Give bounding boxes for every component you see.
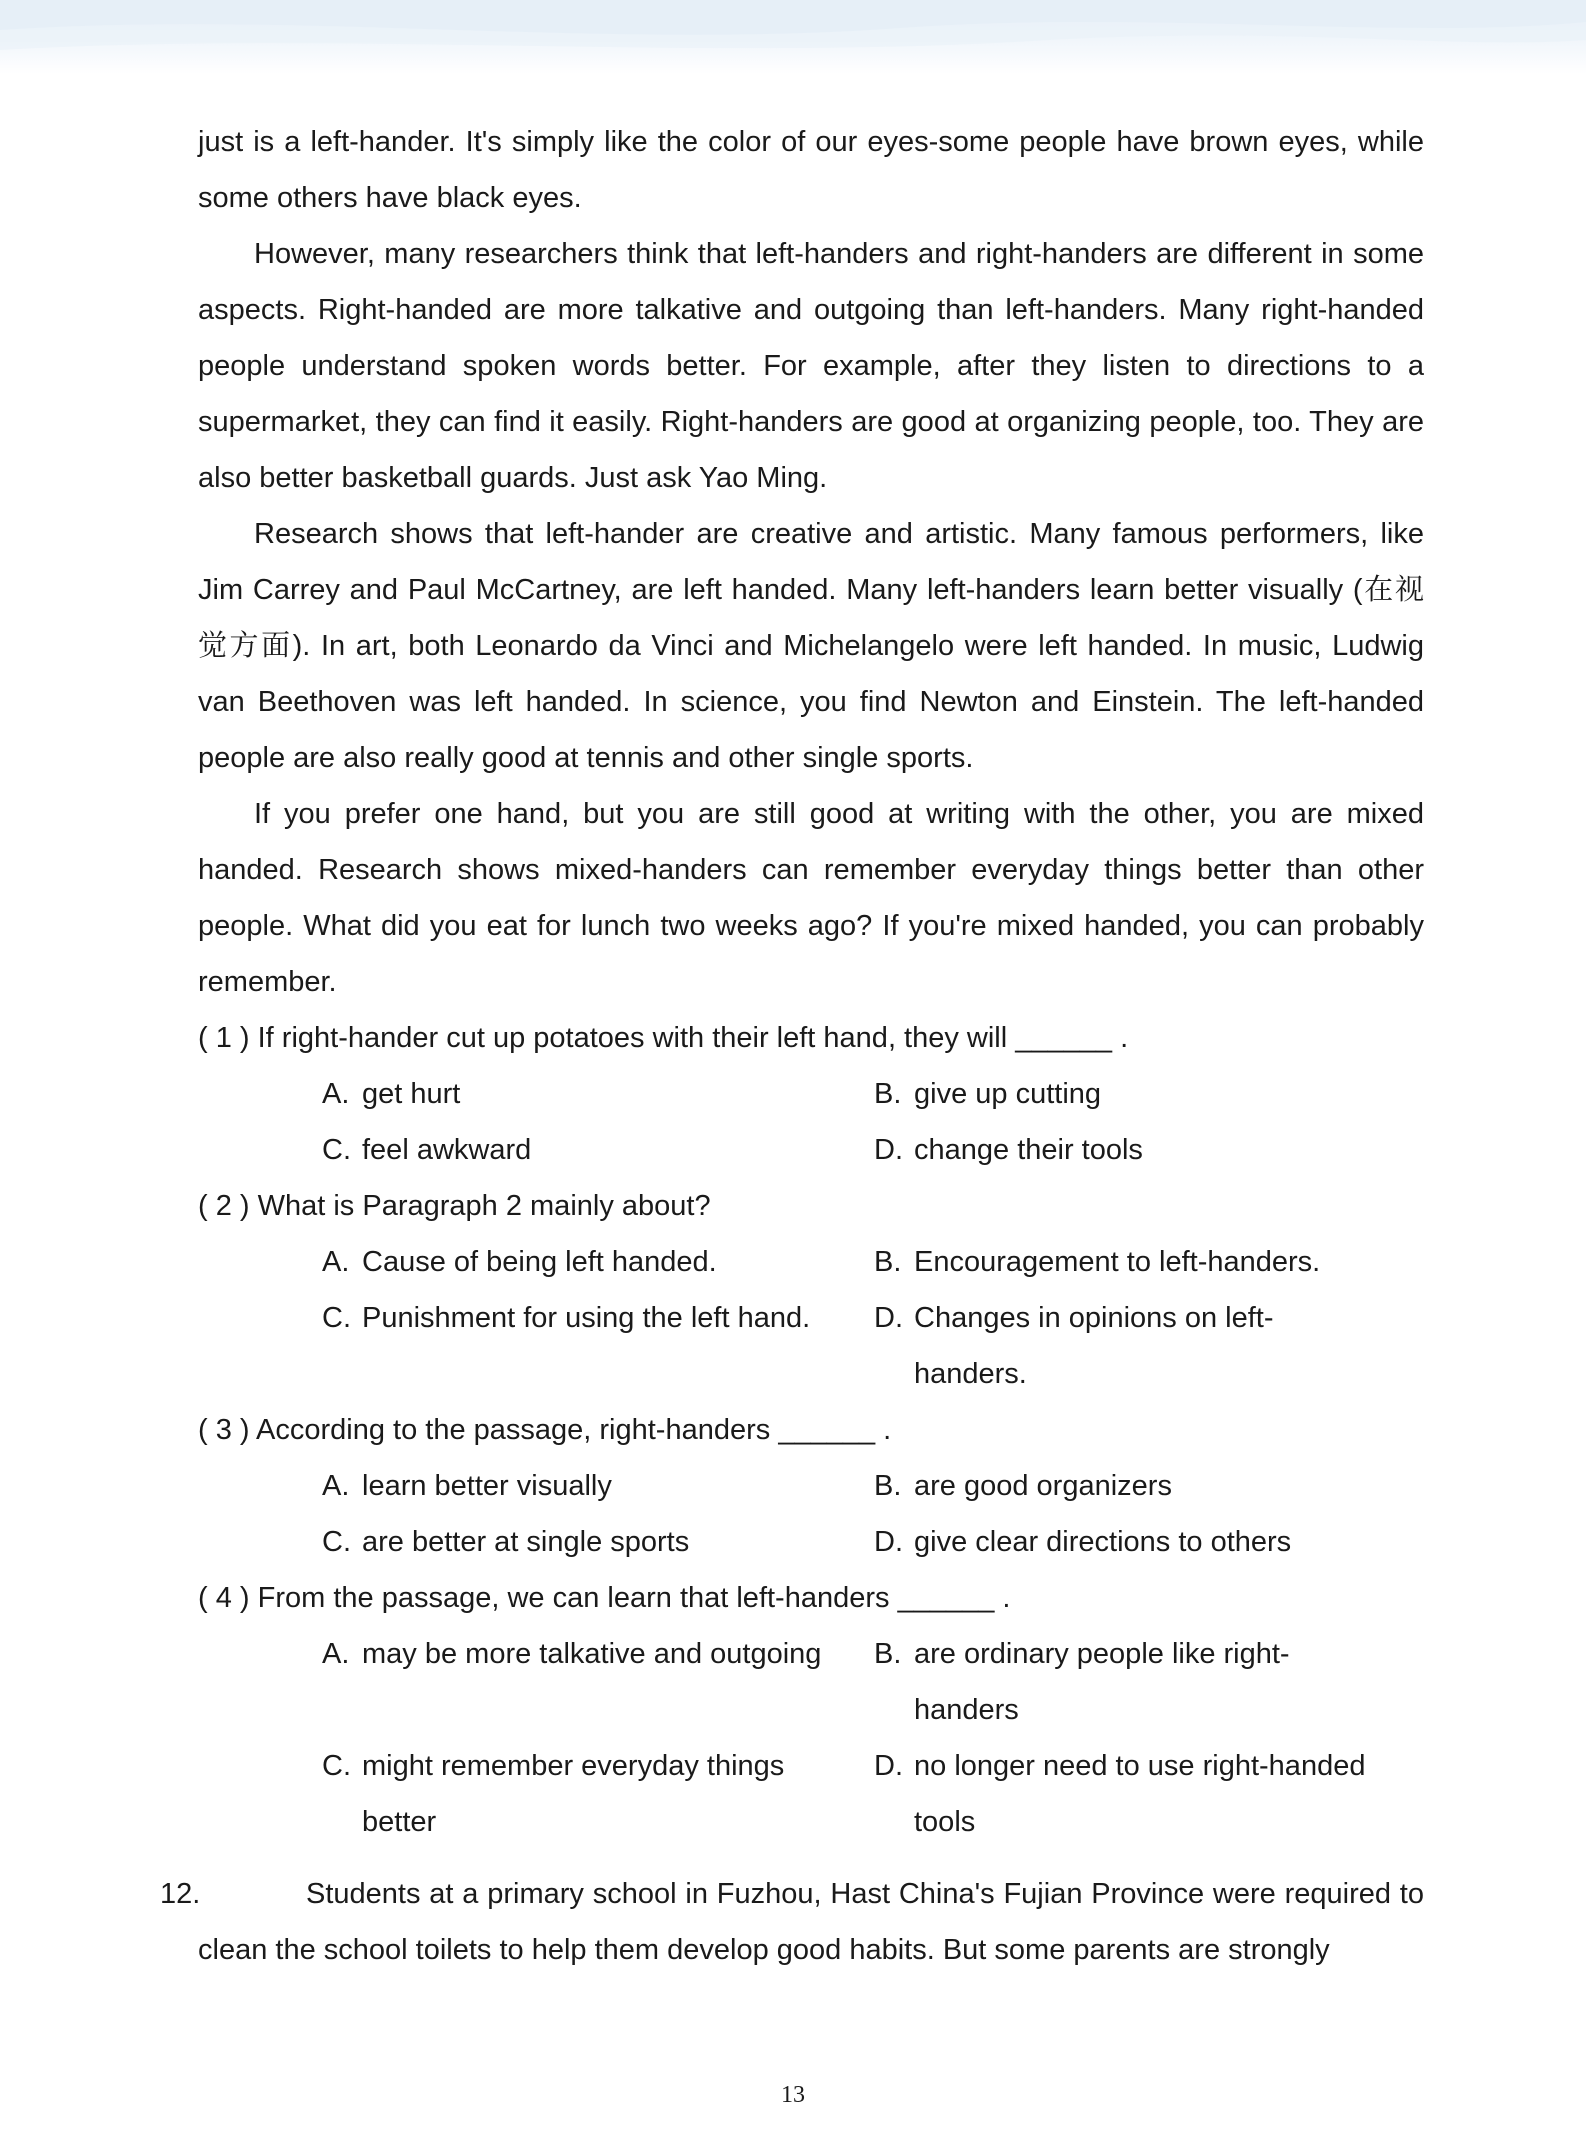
option-text: are better at single sports <box>362 1526 690 1558</box>
option-letter: A. <box>322 1470 350 1502</box>
question-stem: ( 1 ) If right-hander cut up potatoes with their left hand, they will ______ . <box>198 1022 1129 1054</box>
question-4 <box>198 1570 1424 1850</box>
question-stem: ( 3 ) According to the passage, right-handers ______ . <box>198 1414 892 1446</box>
option-letter: D. <box>874 1134 903 1166</box>
reading-passage <box>198 114 1424 1850</box>
option-letter: A. <box>322 1078 350 1110</box>
passage-paragraph: Research shows that left-hander are creative and artistic. Many famous performers, like Jim Carrey and Paul McCartney, are left handed. Many left-handers learn better visually (在视觉方面). In art, both Leonardo da Vinci and Michelangelo were left handed. In music, Ludwig van Beethoven was left handed. In science, you find Newton and Einstein. The left-handed people are also really good at tennis and other single sports. <box>198 518 1424 774</box>
question-number: 12. <box>160 1878 201 1910</box>
option-letter: B. <box>874 1470 902 1502</box>
option-text: might remember everyday things better <box>362 1750 785 1838</box>
passage-paragraph: just is a left-hander. It's simply like the color of our eyes-some people have brown eyes, while some others have black eyes. <box>198 126 1424 214</box>
answer-options <box>322 1626 1424 1850</box>
option-text: feel awkward <box>362 1134 532 1166</box>
question-2 <box>198 1178 1424 1402</box>
option-b[interactable] <box>874 1234 1434 1290</box>
answer-options <box>322 1458 1424 1570</box>
option-b[interactable] <box>874 1626 1434 1738</box>
answer-options <box>322 1066 1424 1178</box>
option-letter: D. <box>874 1750 903 1782</box>
option-text: Punishment for using the left hand. <box>362 1302 811 1334</box>
page-number: 13 <box>781 2082 805 2108</box>
header-decoration <box>0 0 1586 74</box>
option-letter: A. <box>322 1638 350 1670</box>
option-a[interactable] <box>322 1066 874 1122</box>
option-text: learn better visually <box>362 1470 612 1502</box>
question-stem: ( 2 ) What is Paragraph 2 mainly about? <box>198 1190 711 1222</box>
question-1 <box>198 1010 1424 1178</box>
option-letter: C. <box>322 1526 351 1558</box>
question-12-intro: Students at a primary school in Fuzhou, Hast China's Fujian Province were required to clean the school toilets to help them develop good habits. But some parents are strongly <box>198 1878 1424 1966</box>
option-c[interactable] <box>322 1514 874 1570</box>
option-letter: C. <box>322 1134 351 1166</box>
option-letter: B. <box>874 1246 902 1278</box>
option-text: give up cutting <box>914 1078 1102 1110</box>
option-text: Cause of being left handed. <box>362 1246 717 1278</box>
passage-paragraph: If you prefer one hand, but you are still good at writing with the other, you are mixed handed. Research shows mixed-handers can remember everyday things better than other people. What did you eat for lunch two weeks ago? If you're mixed handed, you can probably remember. <box>198 798 1424 998</box>
option-text: give clear directions to others <box>914 1526 1292 1558</box>
option-letter: C. <box>322 1750 351 1782</box>
option-letter: D. <box>874 1302 903 1334</box>
option-a[interactable] <box>322 1234 874 1290</box>
option-text: change their tools <box>914 1134 1143 1166</box>
option-c[interactable] <box>322 1290 874 1402</box>
option-text: get hurt <box>362 1078 461 1110</box>
option-text: Encouragement to left-handers. <box>914 1246 1321 1278</box>
option-a[interactable] <box>322 1458 874 1514</box>
question-stem: ( 4 ) From the passage, we can learn that left-handers ______ . <box>198 1582 1011 1614</box>
option-d[interactable] <box>874 1514 1434 1570</box>
option-letter: D. <box>874 1526 903 1558</box>
option-b[interactable] <box>874 1458 1434 1514</box>
option-d[interactable] <box>874 1290 1434 1402</box>
question-12 <box>160 1866 1424 1978</box>
option-b[interactable] <box>874 1066 1434 1122</box>
option-letter: B. <box>874 1078 902 1110</box>
option-c[interactable] <box>322 1738 874 1850</box>
header-wave-graphic <box>0 0 1586 74</box>
option-a[interactable] <box>322 1626 874 1738</box>
option-c[interactable] <box>322 1122 874 1178</box>
option-d[interactable] <box>874 1122 1434 1178</box>
answer-options <box>322 1234 1424 1402</box>
option-d[interactable] <box>874 1738 1434 1850</box>
passage-paragraph: However, many researchers think that left-handers and right-handers are different in some aspects. Right-handed are more talkative and outgoing than left-handers. Many right-handed people understand spoken words better. For example, after they listen to directions to a supermarket, they can find it easily. Right-handers are good at organizing people, too. They are also better basketball guards. Just ask Yao Ming. <box>198 238 1424 494</box>
option-text: no longer need to use right-handed tools <box>914 1750 1366 1838</box>
option-text: are good organizers <box>914 1470 1172 1502</box>
option-text: are ordinary people like right-handers <box>914 1638 1290 1726</box>
option-text: Changes in opinions on left-handers. <box>914 1302 1274 1390</box>
option-letter: C. <box>322 1302 351 1334</box>
option-text: may be more talkative and outgoing <box>362 1638 822 1670</box>
question-3 <box>198 1402 1424 1570</box>
option-letter: B. <box>874 1638 902 1670</box>
option-letter: A. <box>322 1246 350 1278</box>
